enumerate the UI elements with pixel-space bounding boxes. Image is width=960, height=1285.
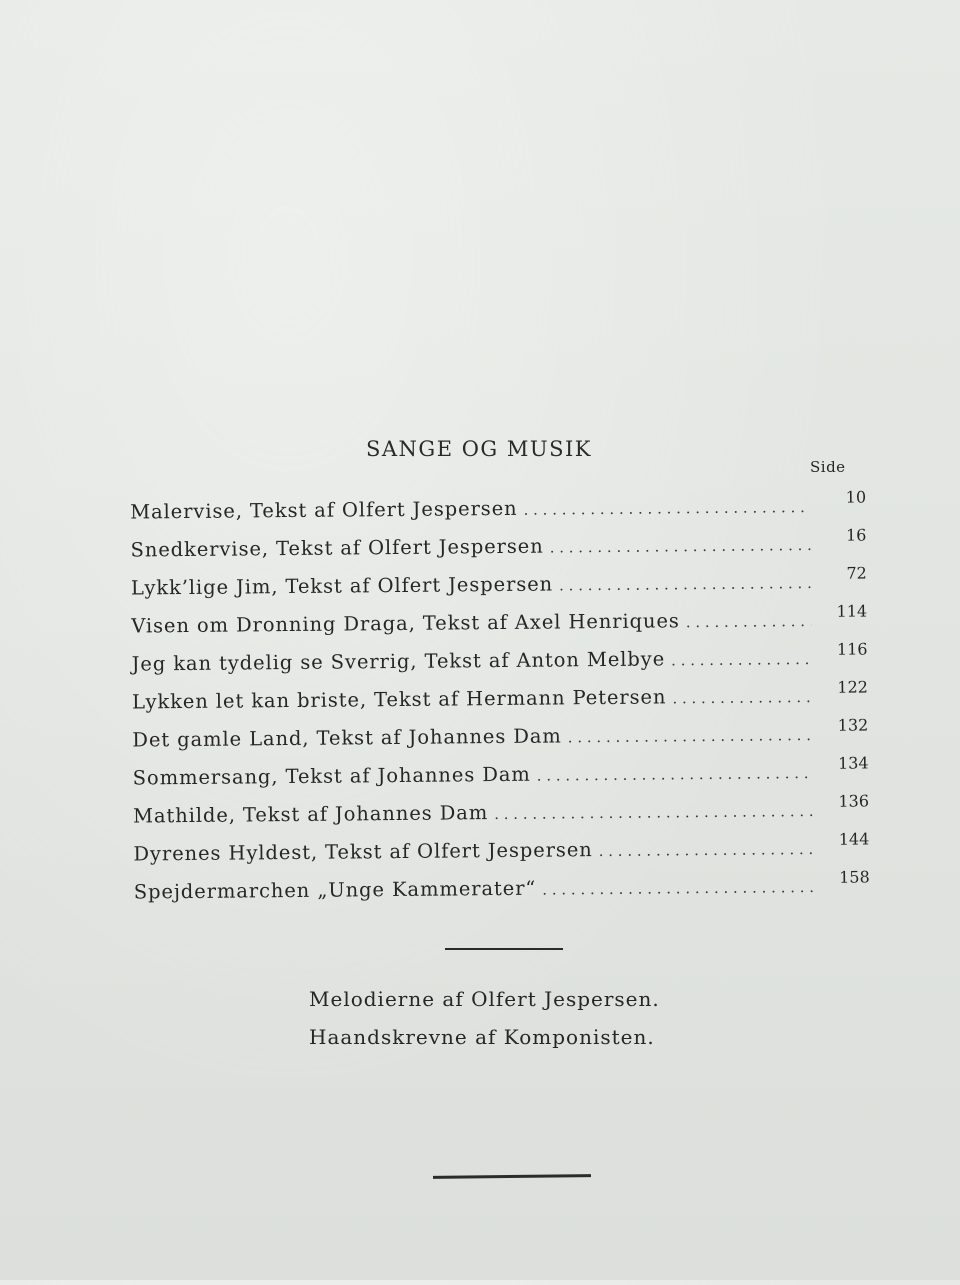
dot-leader [686, 612, 812, 631]
toc-entry-title: Lykken let kan briste, Tekst af Hermann Petersen [131, 685, 667, 714]
dot-leader [559, 574, 811, 594]
toc-entry-title: Sommersang, Tekst af Johannes Dam [132, 762, 531, 790]
dot-leader [494, 802, 813, 823]
dot-leader [672, 688, 812, 707]
toc-entry [132, 753, 869, 795]
toc-entry-title: Mathilde, Tekst af Johannes Dam [132, 801, 489, 828]
toc-entry-page: 144 [838, 829, 870, 849]
toc-entry-page: 134 [837, 753, 869, 773]
toc-entry-title: Spejdermarchen „Unge Kammerater“ [133, 876, 537, 904]
toc-entry-title: Visen om Dronning Draga, Tekst af Axel Henriques [131, 609, 680, 638]
toc-entry [130, 525, 867, 567]
credits-note: Melodierne af Olfert Jespersen. [309, 987, 660, 1011]
toc-entry-title: Jeg kan tydelig se Sverrig, Tekst af Anton Melbye [131, 647, 666, 676]
dot-leader [550, 536, 811, 557]
credits-note: Haandskrevne af Komponisten. [309, 1025, 655, 1049]
section-heading: SANGE OG MUSIK [366, 437, 592, 461]
toc-entry-page: 158 [839, 867, 870, 887]
toc-entry-title: Lykk’lige Jim, Tekst af Olfert Jespersen [130, 572, 554, 600]
dot-leader [671, 650, 812, 669]
toc-entry [132, 791, 870, 833]
dot-leader [599, 840, 814, 860]
toc-entry-title: Dyrenes Hyldest, Tekst af Olfert Jespersen [133, 838, 593, 866]
toc-entry-page: 72 [846, 563, 867, 583]
toc-entry [130, 563, 867, 605]
toc-entry-page: 132 [837, 715, 869, 735]
toc-entry-page: 116 [836, 639, 868, 659]
toc-entry [131, 601, 868, 643]
toc-entry [133, 829, 870, 871]
toc-entry [130, 487, 867, 529]
toc-entry-page: 10 [845, 487, 867, 507]
toc-entry-title: Malervise, Tekst af Olfert Jespersen [130, 496, 518, 524]
toc-entry-page: 122 [837, 677, 868, 697]
divider-rule [445, 948, 563, 950]
toc-entry-page: 136 [838, 791, 870, 811]
toc-entry-page: 114 [836, 601, 868, 621]
page-column-label: Side [810, 458, 846, 476]
toc-entry-page: 16 [845, 525, 867, 545]
dot-leader [523, 498, 810, 519]
toc-entry [133, 867, 870, 909]
dot-leader [542, 878, 814, 899]
dot-leader [537, 764, 813, 785]
toc-entry [131, 677, 868, 719]
toc-entry [131, 639, 868, 681]
toc-entry-title: Det gamle Land, Tekst af Johannes Dam [132, 724, 562, 752]
toc-entry [132, 715, 869, 757]
toc-entry-title: Snedkervise, Tekst af Olfert Jespersen [130, 534, 544, 562]
dot-leader [568, 726, 813, 746]
